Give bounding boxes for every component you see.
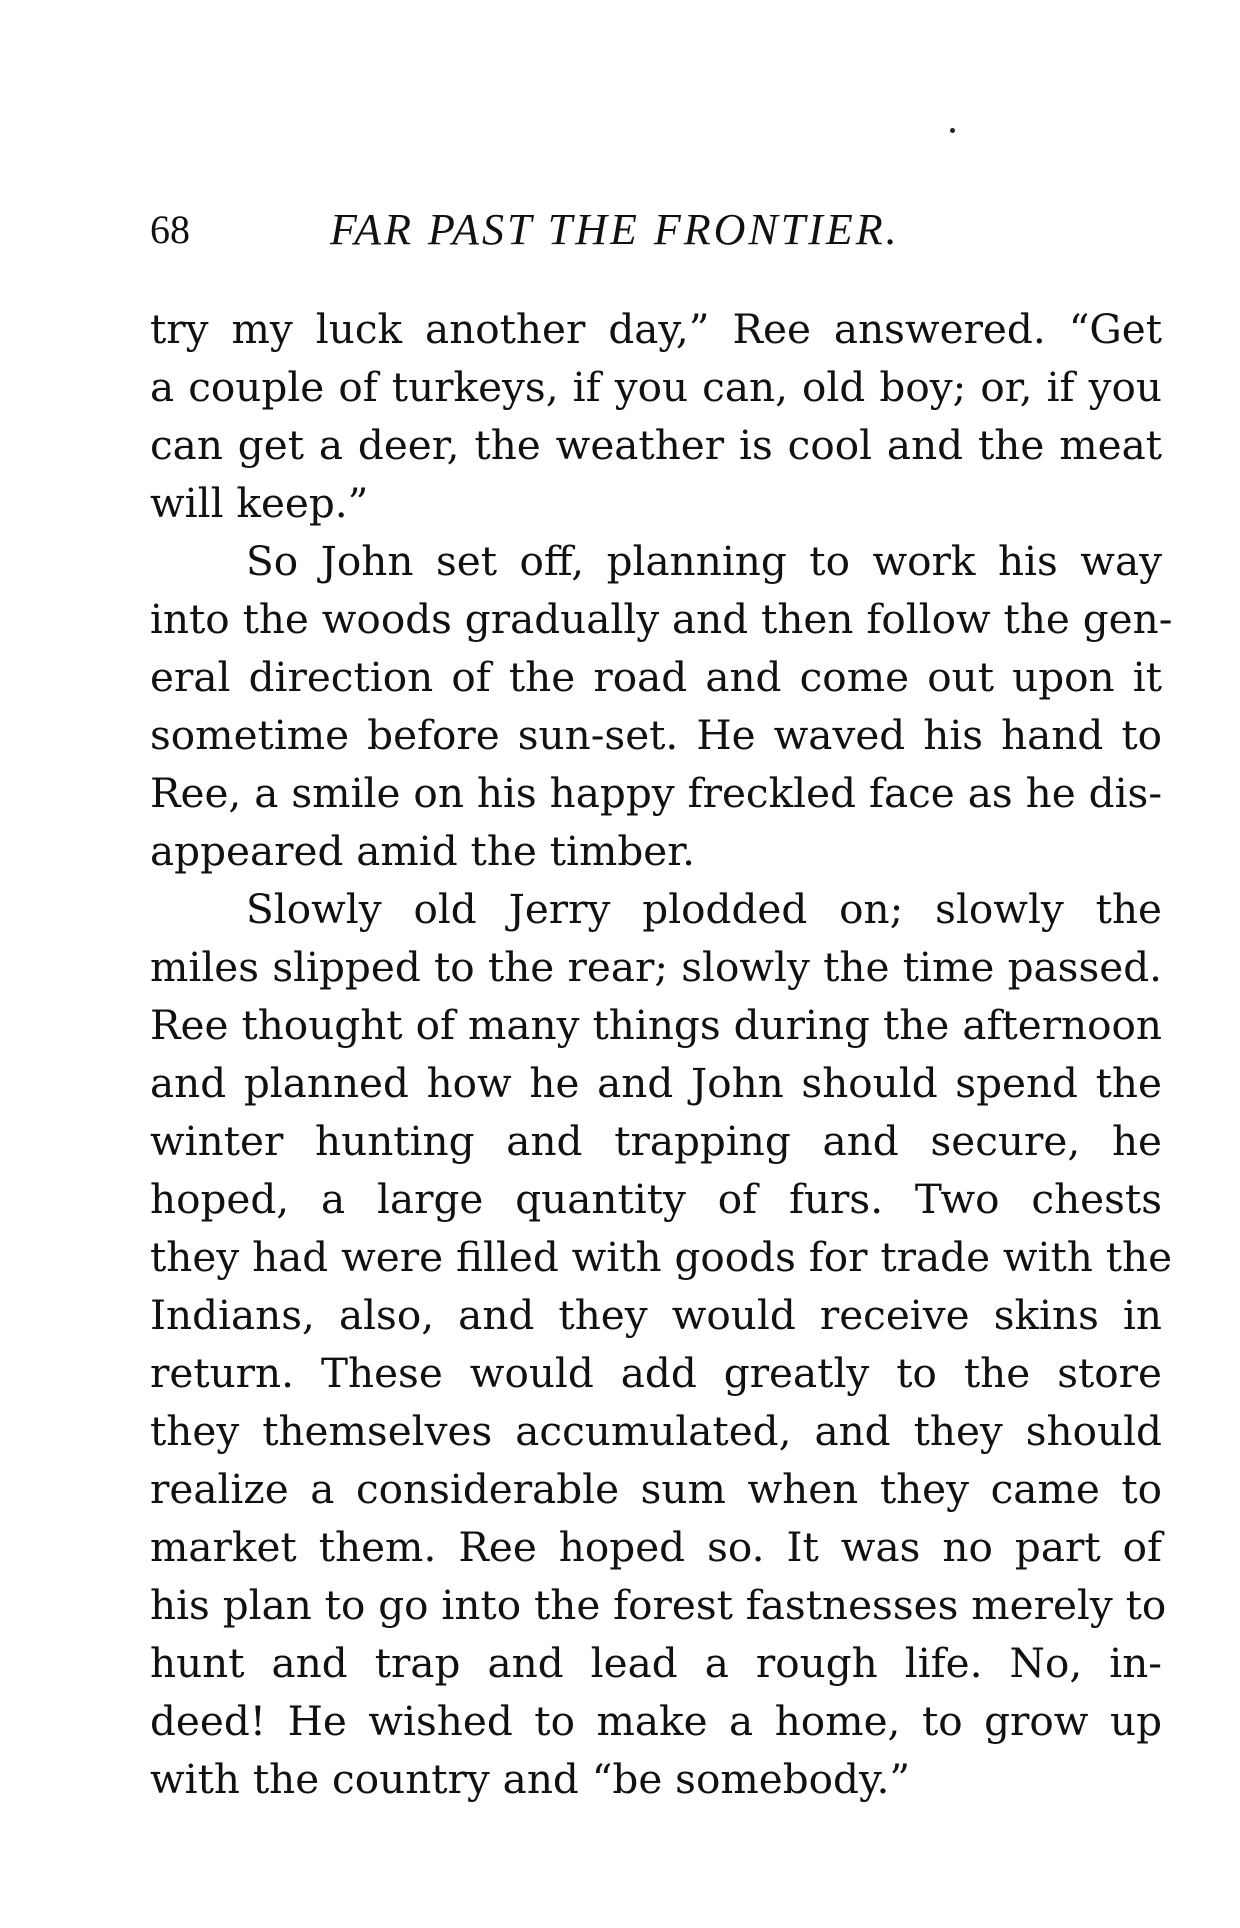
text-line: return. These would add greatly to the store	[150, 1349, 1162, 1397]
text-line: Indians, also, and they would receive skins in	[150, 1291, 1162, 1339]
text-line: they had were filled with goods for trade with the	[150, 1233, 1173, 1281]
text-line: So John set off, planning to work his way	[246, 537, 1162, 585]
text-line: realize a considerable sum when they came to	[150, 1465, 1162, 1513]
page-number: 68	[150, 207, 190, 252]
text-line: a couple of turkeys, if you can, old boy; or, if you	[150, 363, 1162, 411]
text-line: miles slipped to the rear; slowly the time passed.	[150, 943, 1162, 991]
text-line: they themselves accumulated, and they should	[150, 1407, 1162, 1455]
print-speck	[950, 128, 955, 133]
text-line: sometime before sun-set. He waved his hand to	[150, 711, 1162, 759]
running-title: FAR PAST THE FRONTIER.	[330, 205, 900, 254]
paragraph	[150, 300, 1162, 532]
text-line: market them. Ree hoped so. It was no part of	[150, 1523, 1162, 1571]
text-line: hunt and trap and lead a rough life. No, in-	[150, 1639, 1162, 1687]
text-line: hoped, a large quantity of furs. Two chests	[150, 1175, 1162, 1223]
text-line: his plan to go into the forest fastnesses merely to	[150, 1581, 1167, 1629]
text-line: eral direction of the road and come out upon it	[150, 653, 1162, 701]
text-line: with the country and “be somebody.”	[150, 1755, 911, 1803]
text-line: can get a deer, the weather is cool and the meat	[150, 421, 1162, 469]
body-text	[150, 300, 1173, 1808]
text-line: Slowly old Jerry plodded on; slowly the	[246, 885, 1162, 933]
page-header	[150, 200, 1070, 260]
text-line: Ree, a smile on his happy freckled face as he dis-	[150, 769, 1162, 817]
text-line: winter hunting and trapping and secure, he	[150, 1117, 1162, 1165]
paragraph	[150, 532, 1173, 880]
text-line: try my luck another day,” Ree answered. “Get	[150, 305, 1162, 353]
text-line: deed! He wished to make a home, to grow up	[150, 1697, 1162, 1745]
paragraph	[150, 880, 1173, 1808]
text-line: will keep.”	[150, 479, 369, 527]
text-line: appeared amid the timber.	[150, 827, 696, 875]
text-line: and planned how he and John should spend the	[150, 1059, 1162, 1107]
text-line: into the woods gradually and then follow the gen-	[150, 595, 1173, 643]
text-line: Ree thought of many things during the afternoon	[150, 1001, 1162, 1049]
